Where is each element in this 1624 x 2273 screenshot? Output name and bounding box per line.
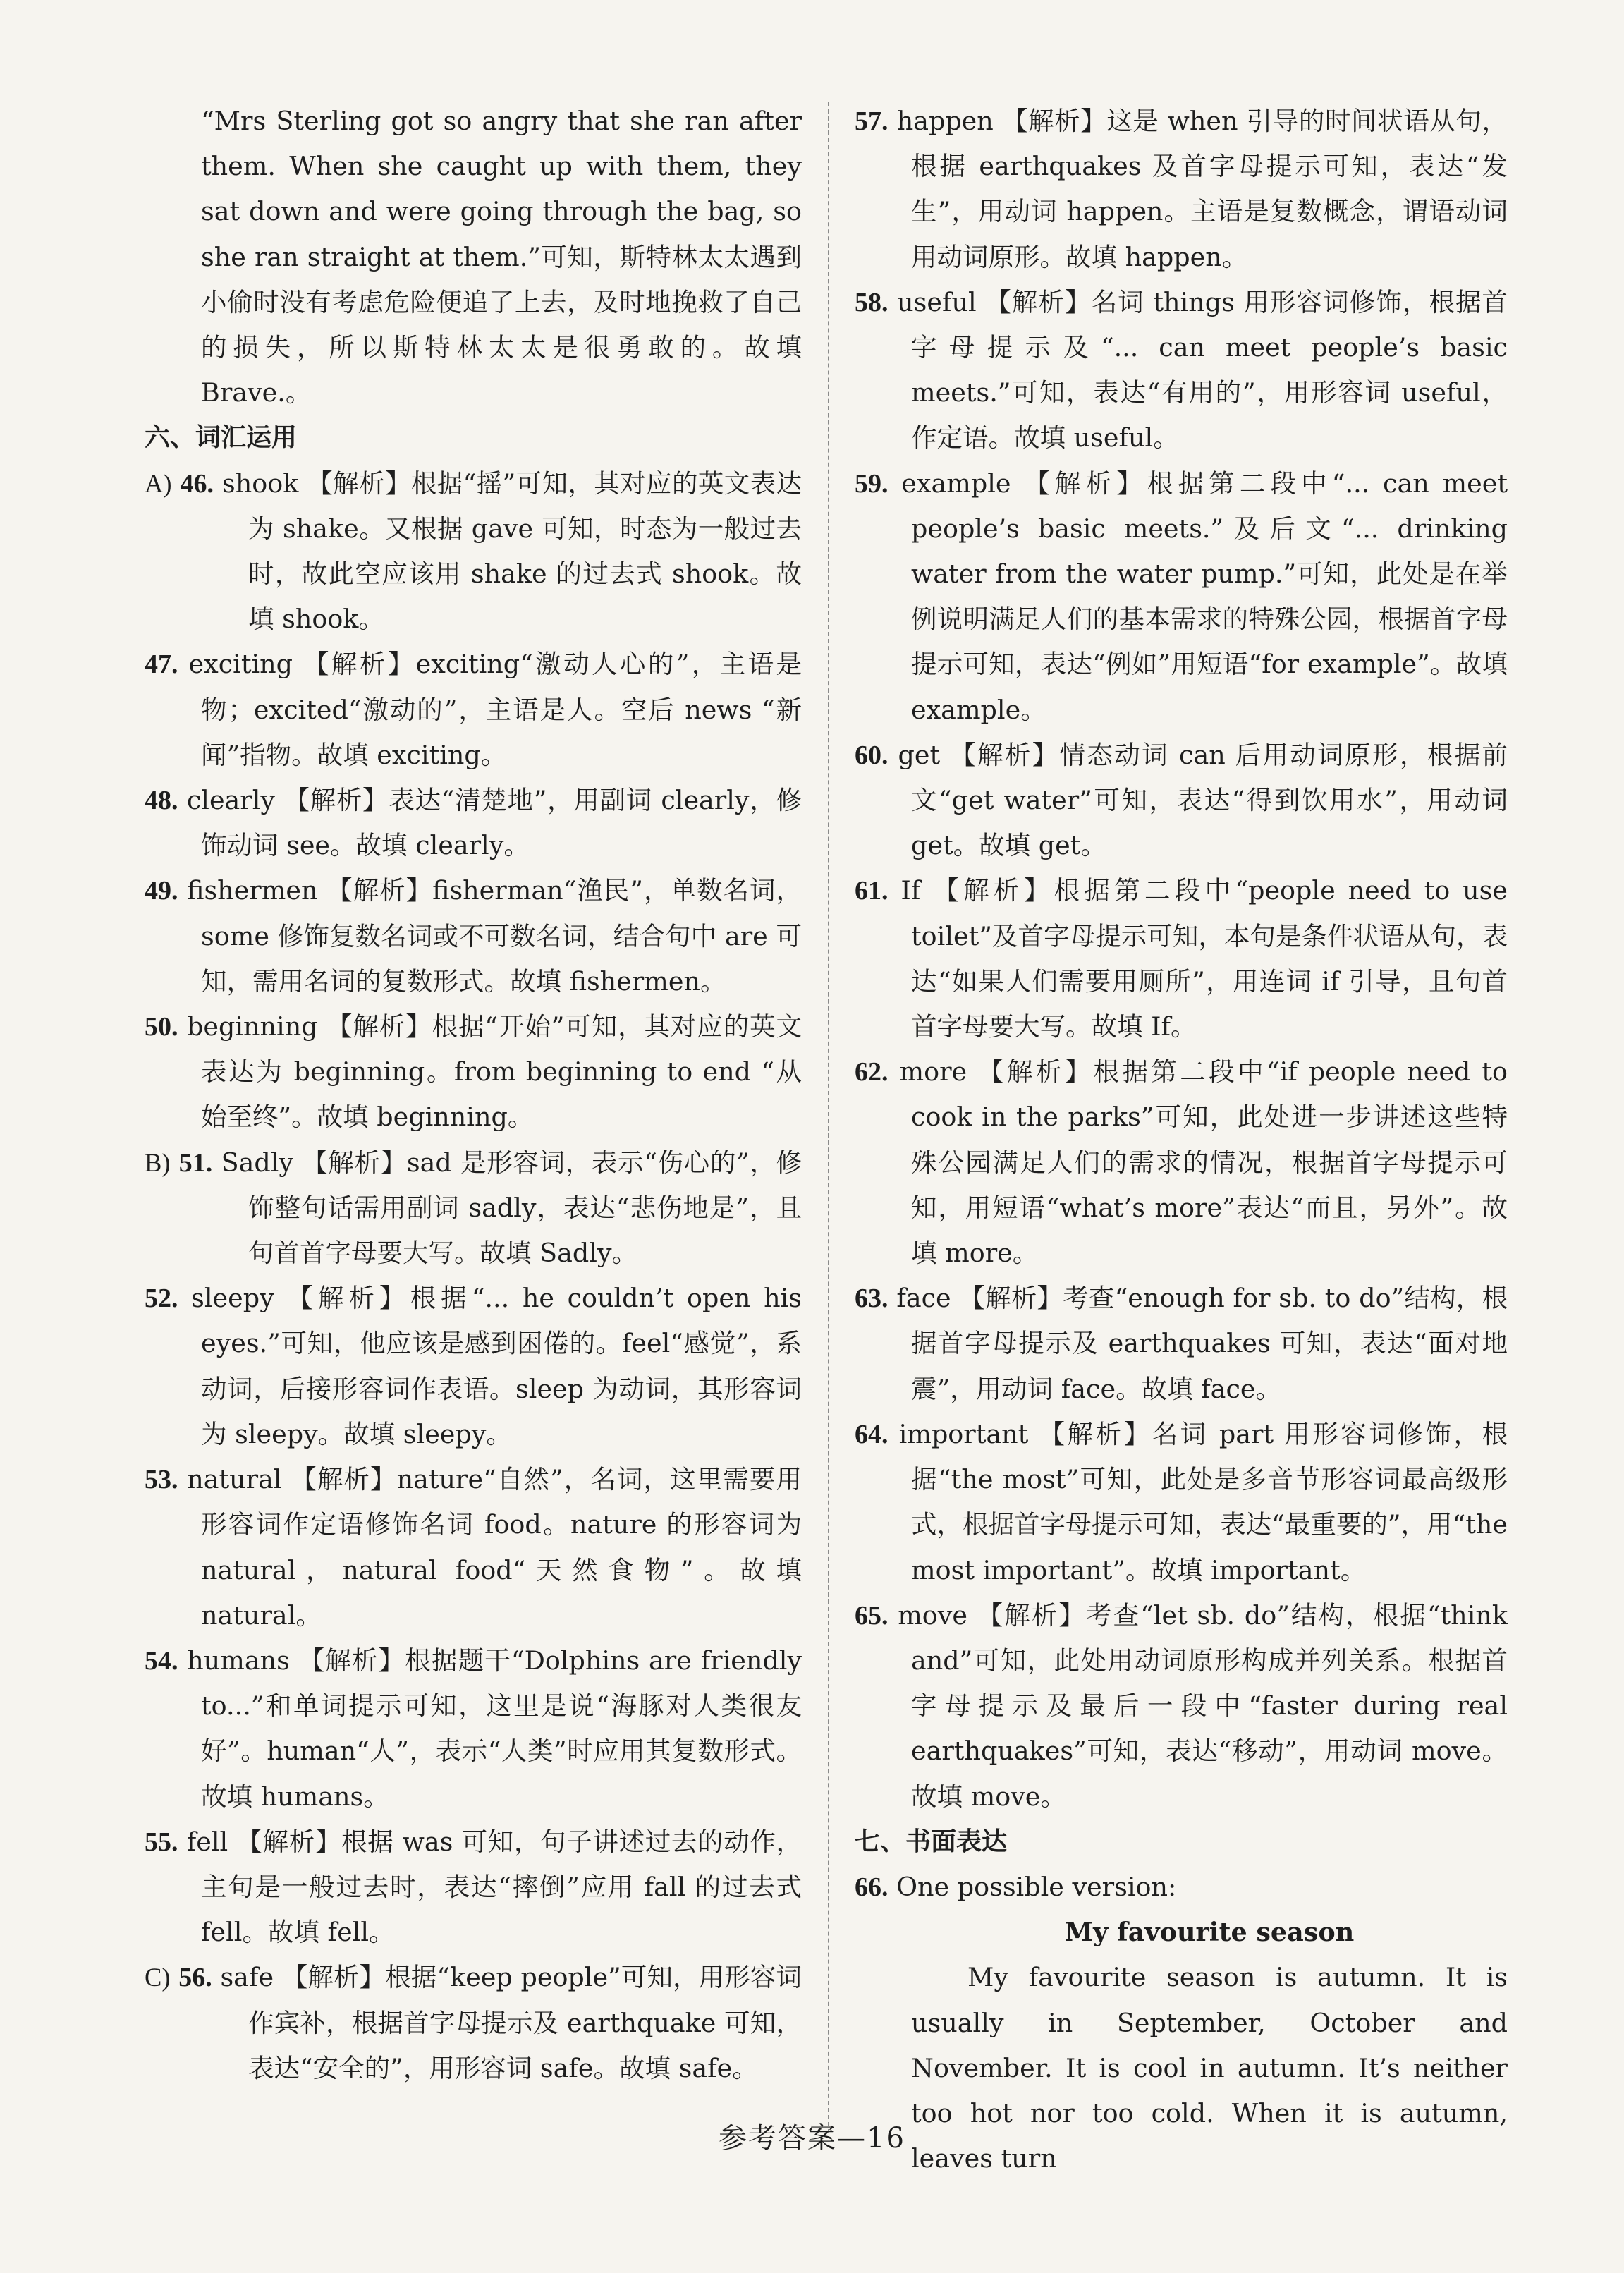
answer-item-66: [855, 1865, 1508, 1910]
item-number: 51.: [178, 1147, 213, 1178]
item-text: Sadly 【解析】sad 是形容词，表示“伤心的”，修饰整句话需用副词 sadly，表达“悲伤地是”，且句首首字母要大写。故填 Sadly。: [221, 1147, 802, 1269]
section-6-title: 六、词汇运用: [145, 423, 298, 453]
item-number: 53.: [145, 1465, 178, 1495]
answer-item: [855, 733, 1508, 869]
item-number: 47.: [145, 650, 178, 680]
answer-item: [145, 461, 802, 642]
intro-continuation: “Mrs Sterling got so angry that she ran after them. When she caught up with them, they sat down and were going through the bag, so she ran straight at them.”可知，斯特林太太遇到小偷时没有考虑危险便追了上去，及时地挽救了自己的损失，所以斯特林太太是很勇敢的。故填 Brave.。: [201, 106, 802, 408]
item-text: important 【解析】名词 part 用形容词修饰，根据“the most”可知，此处是多音节形容词最高级形式，根据首字母提示可知，表达“最重要的”，用“the most important”。故填 important。: [898, 1418, 1508, 1585]
item-number: 56.: [178, 1963, 212, 1993]
item-number: 46.: [180, 468, 214, 499]
item-text: fell 【解析】根据 was 可知，句子讲述过去的动作，主句是一般过去时，表达“摔倒”应用 fall 的过去式 fell。故填 fell。: [186, 1826, 802, 1948]
column-divider: [828, 102, 829, 2133]
answer-item: [145, 1140, 802, 1276]
subsection-label: A): [145, 468, 172, 498]
item-number: 64.: [855, 1419, 889, 1449]
answer-item: [145, 868, 802, 1004]
answer-item: [855, 99, 1508, 280]
answer-item: [145, 1004, 802, 1140]
item-number: 59.: [855, 468, 889, 499]
page-footer: 参考答案—16: [719, 2122, 905, 2155]
item-number: 62.: [855, 1057, 889, 1087]
right-column: [855, 99, 1508, 2181]
answer-item: [855, 1276, 1508, 1412]
item-number: 55.: [145, 1827, 178, 1857]
item-text: happen 【解析】这是 when 引导的时间状语从句，根据 earthquakes 及首字母提示可知，表达“发生”，用动词 happen。主语是复数概念，谓语动词用动词原形。故填 happen。: [896, 106, 1508, 272]
answer-item: [145, 1955, 802, 2091]
item-text: face 【解析】考查“enough for sb. to do”结构，根据首字母提示及 earthquakes 可知，表达“面对地震”，用动词 face。故填 face。: [896, 1283, 1508, 1404]
answer-item: [855, 1412, 1508, 1593]
item-text: shook 【解析】根据“摇”可知，其对应的英文表达为 shake。又根据 gave 可知，时态为一般过去时，故此空应该用 shake 的过去式 shook。故填 shook。: [222, 468, 802, 635]
item-text: move 【解析】考查“let sb. do”结构，根据“think and”可知，此处用动词原形构成并列关系。根据首字母提示及最后一段中“faster during real earthquakes”可知，表达“移动”，用动词 move。故填 move。: [898, 1599, 1508, 1812]
item-text: natural 【解析】nature“自然”，名词，这里需要用形容词作定语修饰名词 food。nature 的形容词为 natural，natural food“天然食物”。故填 natural。: [187, 1464, 802, 1631]
item-number: 60.: [855, 740, 889, 770]
left-answer-list: [145, 461, 802, 2091]
answer-item: [855, 461, 1508, 733]
answer-item: [855, 868, 1508, 1049]
answer-item: [145, 1457, 802, 1638]
subsection-label: B): [145, 1147, 171, 1177]
item-number: 52.: [145, 1284, 178, 1314]
right-answer-list: [855, 99, 1508, 1820]
item-number: 48.: [145, 786, 178, 816]
answer-item: [145, 1820, 802, 1956]
item-text: One possible version:: [896, 1871, 1177, 1902]
item-text: beginning 【解析】根据“开始”可知，其对应的英文表达为 beginning。from beginning to end “从始至终”。故填 beginning。: [187, 1011, 802, 1133]
item-text: sleepy 【解析】根据“... he couldn’t open his eyes.”可知，他应该是感到困倦的。feel“感觉”，系动词，后接形容词作表语。sleep 为动词，其形容词为 sleepy。故填 sleepy。: [191, 1283, 802, 1449]
item-text: example 【解析】根据第二段中“... can meet people’s basic meets.”及后文“... drinking water from the water pump.”可知，此处是在举例说明满足人们的基本需求的特殊公园，根据首字母提示可知，表达“例如”用短语“for example”。故填 example。: [901, 468, 1508, 725]
item-number: 58.: [855, 287, 889, 317]
item-number: 57.: [855, 106, 889, 136]
answer-item: [145, 642, 802, 778]
answer-item: [145, 1276, 802, 1457]
item-text: fishermen 【解析】fisherman“渔民”，单数名词，some 修饰复数名词或不可数名词，结合句中 are 可知，需用名词的复数形式。故填 fishermen。: [187, 875, 802, 997]
essay-paragraph: My favourite season is autumn. It is usually in September, October and November. It is cool in autumn. It’s neither too hot nor too cold. When it is autumn, leaves turn: [911, 1962, 1508, 2174]
answer-item: [855, 1593, 1508, 1820]
item-text: get 【解析】情态动词 can 后用动词原形，根据前文“get water”可知，表达“得到饮用水”，用动词 get。故填 get。: [898, 739, 1508, 861]
answer-item: [855, 280, 1508, 461]
item-text: safe 【解析】根据“keep people”可知，用形容词作宾补，根据首字母提示及 earthquake 可知，表达“安全的”，用形容词 safe。故填 safe。: [220, 1962, 802, 2083]
left-column: [145, 99, 802, 2091]
item-text: humans 【解析】根据题干“Dolphins are friendly to...”和单词提示可知，这里是说“海豚对人类很友好”。human“人”，表示“人类”时应用其复数形式。故填 humans。: [187, 1645, 802, 1812]
answer-item: [145, 778, 802, 868]
item-number: 49.: [145, 876, 178, 906]
item-number: 65.: [855, 1600, 889, 1631]
subsection-label: C): [145, 1963, 171, 1992]
item-text: useful 【解析】名词 things 用形容词修饰，根据首字母提示及“... can meet people’s basic meets.”可知，表达“有用的”，用形容词 useful，作定语。故填 useful。: [897, 286, 1508, 453]
item-text: If 【解析】根据第二段中“people need to use toilet”及首字母提示可知，本句是条件状语从句，表达“如果人们需要用厕所”，用连词 if 引导，且句首首字母要大写。故填 If。: [900, 875, 1508, 1042]
item-number: 66.: [855, 1872, 889, 1902]
item-number: 50.: [145, 1012, 178, 1042]
item-text: more 【解析】根据第二段中“if people need to cook in the parks”可知，此处进一步讲述这些特殊公园满足人们的需求的情况，根据首字母提示可知，用短语“what’s more”表达“而且，另外”。故填 more。: [899, 1056, 1508, 1269]
essay-title: My favourite season: [1064, 1917, 1355, 1948]
answer-item: [855, 1049, 1508, 1276]
item-number: 63.: [855, 1284, 889, 1314]
item-text: clearly 【解析】表达“清楚地”，用副词 clearly，修饰动词 see。故填 clearly。: [186, 785, 802, 861]
item-number: 54.: [145, 1645, 178, 1676]
item-text: exciting 【解析】exciting“激动人心的”，主语是物；excited“激动的”，主语是人。空后 news “新闻”指物。故填 exciting。: [188, 649, 802, 770]
item-number: 61.: [855, 876, 889, 906]
answer-item: [145, 1638, 802, 1820]
section-7-title: 七、书面表达: [855, 1827, 1008, 1856]
